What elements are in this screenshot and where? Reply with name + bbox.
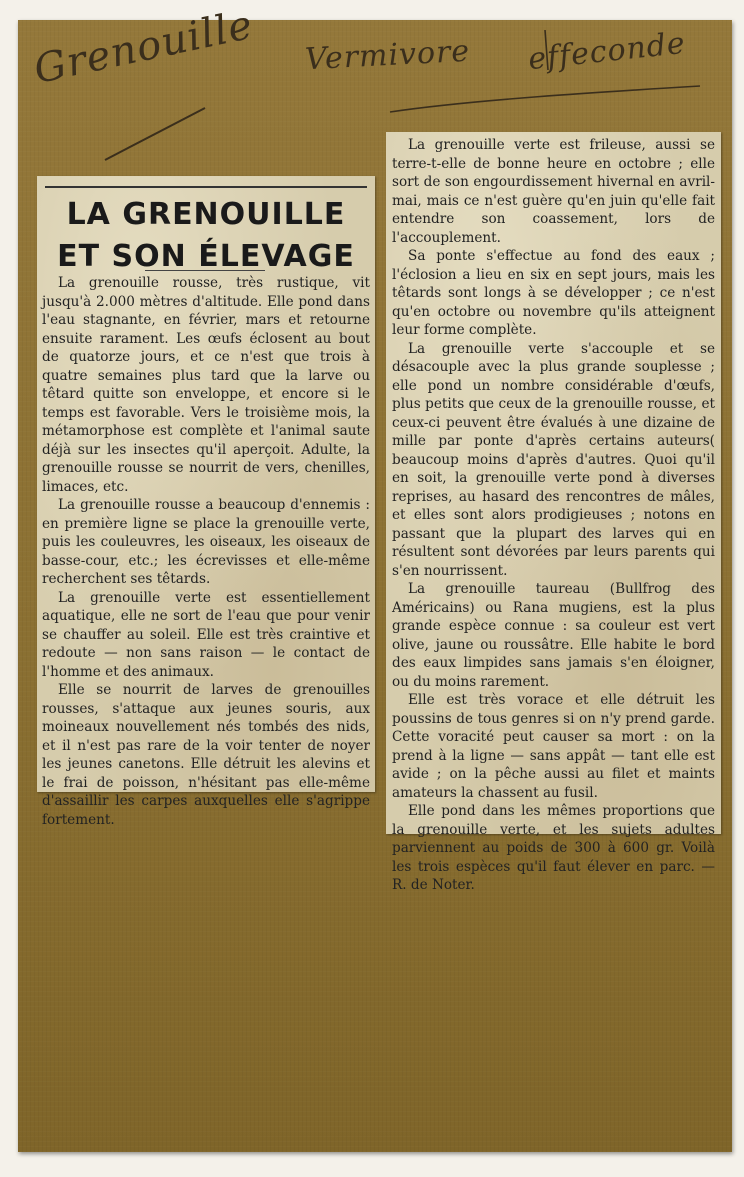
paragraph: Elle se nourrit de larves de grenouilles rousses, s'attaque aux jeunes souris, aux moineaux nouvellement nés tombés des nids, et il n'est pas rare de la voir tenter de noyer les jeunes canetons. Elle détruit les alevins et le frai de poisson, n'hésitant pas elle-même d'assaillir les carpes auxquelles elle s'agrippe fortement. bbox=[42, 682, 370, 828]
handwritten-note-feconde: effeconde bbox=[526, 25, 688, 78]
handwritten-note-vermivore: Vermivore bbox=[304, 33, 471, 78]
paragraph: La grenouille rousse a beaucoup d'ennemis : en première ligne se place la grenouille verte, puis les couleuvres, les oiseaux, les oiseaux de basse-cour, etc.; les écrevisses et elle-même recherchent ses têtards. bbox=[42, 497, 370, 587]
paragraph: La grenouille verte s'accouple et se désacouple avec la plus grande souplesse ; elle pond un nombre considérable d'œufs, plus petits que ceux de la grenouille rousse, et ceux-ci peuvent être évalués à une dizaine de mille par ponte d'après certains auteurs( beaucoup moins d'après d'autres. Quoi qu'il en soit, la grenouille verte pond à diverses reprises, au hasard des rencontres de mâles, et elles sont alors prodigieuses ; notons en passant que la plupart des larves qui en résultent sont dévorées par leurs parents qui s'en nourrissent. bbox=[392, 340, 715, 579]
newspaper-clipping-left bbox=[37, 176, 375, 828]
paragraph: Elle pond dans les mêmes proportions que la grenouille verte, et les sujets adultes parviennent au poids de 300 à 600 gr. Voilà les trois espèces qu'il faut élever en parc. — R. de Noter. bbox=[392, 803, 715, 893]
paragraph: La grenouille taureau (Bullfrog des Américains) ou Rana mugiens, est la plus grande espèce connue : sa couleur est vert olive, jaune ou roussâtre. Elle habite le bord des eaux limpides sans jamais s'en éloigner, ou du moins rarement. bbox=[392, 581, 715, 690]
headline-top-rule bbox=[45, 186, 367, 188]
newspaper-clipping-right bbox=[386, 132, 721, 893]
paragraph: La grenouille verte est essentiellement aquatique, elle ne sort de l'eau que pour venir se chauffer au soleil. Elle est très craintive et redoute — non sans raison — le contact de l'homme et des animaux. bbox=[42, 589, 370, 680]
article-column-left bbox=[42, 274, 370, 829]
article-column-right bbox=[392, 136, 715, 895]
headline-line-2: ET SON ÉLEVAGE bbox=[57, 239, 355, 274]
paragraph: La grenouille verte est frileuse, aussi se terre-t-elle de bonne heure en octobre ; elle sort de son engourdissement hivernal en avril-mai, mais ce n'est guère qu'en juin qu'elle fait entendre son coassement, lors de l'accouplement. bbox=[392, 137, 715, 246]
paragraph: La grenouille rousse, très rustique, vit jusqu'à 2.000 mètres d'altitude. Elle pond dans l'eau stagnante, en février, mars et retourne ensuite rarament. Les œufs éclosent au bout de quatorze jours, et ce n'est que trois à quatre semaines plus tard que la larve ou têtard quitte son enveloppe, et encore si le temps est favorable. Vers le troisième mois, la métamorphose est complète et l'animal saute déjà sur les insectes qu'il aperçoit. Adulte, la grenouille rousse se nourrit de vers, chenilles, limaces, etc. bbox=[42, 275, 370, 495]
headline-divider bbox=[145, 270, 265, 271]
paragraph: Elle est très vorace et elle détruit les poussins de tous genres si on n'y prend garde. Cette voracité peut causer sa mort : on la prend à la ligne — sans appât — tant elle est avide ; on la pêche aussi au filet et maints amateurs la chassent au fusil. bbox=[392, 692, 715, 801]
handwritten-title: Grenouille bbox=[30, 1, 258, 93]
article-headline bbox=[37, 194, 375, 278]
paragraph: Sa ponte s'effectue au fond des eaux ; l'éclosion a lieu en six en sept jours, mais les têtards sont longs à se développer ; ce n'est qu'en octobre ou novembre qu'ils atteignent leur forme complète. bbox=[392, 248, 715, 338]
headline-line-1: LA GRENOUILLE bbox=[66, 197, 346, 232]
